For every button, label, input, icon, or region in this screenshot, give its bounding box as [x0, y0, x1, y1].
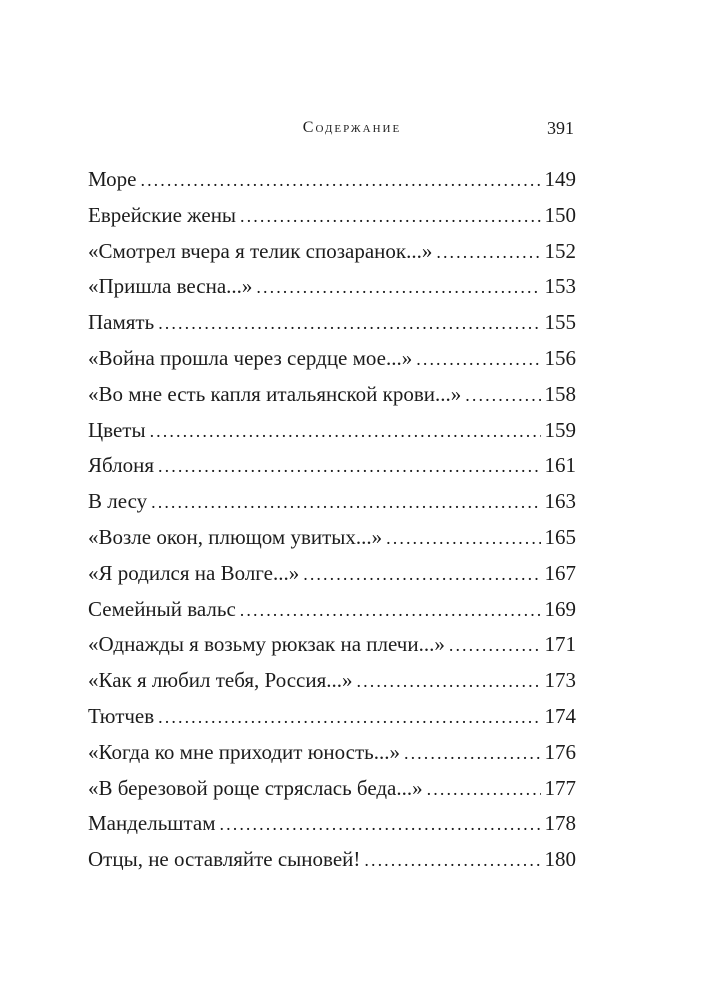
- toc-entry-page: 178: [544, 811, 576, 836]
- toc-leader-dots: [240, 199, 540, 234]
- table-of-contents: [88, 162, 576, 878]
- toc-leader-dots: [303, 557, 540, 592]
- toc-leader-dots: [240, 593, 541, 628]
- toc-entry: [88, 341, 576, 377]
- toc-leader-dots: [158, 306, 540, 341]
- toc-leader-dots: [158, 449, 540, 484]
- section-title: Содержание: [302, 119, 402, 136]
- toc-entry-title: Море: [88, 167, 137, 191]
- toc-entry-title: Тютчев: [88, 703, 155, 728]
- toc-entry: [88, 448, 576, 484]
- toc-entry-title: «В березовой роще стряслась беда...»: [88, 775, 423, 800]
- toc-entry-page: 176: [544, 739, 576, 764]
- toc-leader-dots: [150, 414, 541, 449]
- toc-entry-title: «Когда ко мне приходит юность...»: [88, 739, 400, 764]
- toc-entry-title: Яблоня: [88, 453, 155, 478]
- toc-leader-dots: [386, 521, 540, 556]
- toc-leader-dots: [436, 235, 540, 270]
- toc-entry-page: 163: [544, 489, 576, 514]
- toc-entry-page: 159: [544, 417, 576, 442]
- toc-entry-page: 180: [544, 847, 576, 872]
- toc-entry-title: «Война прошла через сердце мое...»: [88, 345, 413, 370]
- toc-entry-page: 158: [544, 381, 576, 406]
- toc-entry-page: 152: [544, 238, 576, 263]
- toc-leader-dots: [220, 807, 541, 842]
- toc-entry-title: «Однажды я возьму рюкзак на плечи...»: [88, 632, 445, 657]
- toc-leader-dots: [151, 485, 540, 520]
- toc-leader-dots: [416, 342, 540, 377]
- toc-leader-dots: [449, 628, 541, 663]
- toc-entry: [88, 627, 576, 663]
- toc-leader-dots: [140, 163, 540, 198]
- page-number: 391: [547, 118, 574, 138]
- toc-entry: [88, 735, 576, 771]
- toc-entry-title: Семейный вальс: [88, 596, 236, 621]
- toc-entry: [88, 663, 576, 699]
- toc-entry-page: 174: [544, 703, 576, 728]
- toc-entry-title: «Возле окон, плющом увитых...»: [88, 524, 383, 549]
- toc-entry-page: 173: [544, 668, 576, 693]
- toc-entry: [88, 520, 576, 556]
- toc-entry: [88, 377, 576, 413]
- toc-entry-title: Память: [88, 310, 155, 335]
- toc-entry-page: 156: [544, 345, 576, 370]
- toc-entry: [88, 234, 576, 270]
- toc-entry-title: Цветы: [88, 417, 146, 442]
- toc-entry-page: 155: [544, 310, 576, 335]
- toc-leader-dots: [364, 843, 540, 878]
- toc-entry: [88, 842, 576, 878]
- toc-entry-title: «Пришла весна...»: [88, 274, 253, 299]
- toc-entry: [88, 269, 576, 305]
- toc-entry-page: 161: [544, 453, 576, 478]
- toc-entry-title: Отцы, не оставляйте сыновей!: [88, 847, 361, 872]
- toc-leader-dots: [357, 664, 541, 699]
- toc-entry-title: «Как я любил тебя, Россия...»: [88, 668, 353, 693]
- toc-entry: [88, 806, 576, 842]
- toc-entry-page: 153: [544, 274, 576, 299]
- toc-leader-dots: [465, 378, 540, 413]
- toc-entry: [88, 699, 576, 735]
- toc-entry-title: «Во мне есть капля итальянской крови...»: [88, 381, 462, 406]
- toc-leader-dots: [158, 700, 540, 735]
- running-head: [88, 116, 576, 140]
- toc-entry-title: В лесу: [88, 489, 148, 514]
- toc-leader-dots: [404, 736, 541, 771]
- toc-entry-title: Еврейские жены: [88, 202, 237, 227]
- toc-entry: [88, 771, 576, 807]
- toc-entry: [88, 198, 576, 234]
- toc-entry: [88, 484, 576, 520]
- toc-entry-page: 169: [544, 596, 576, 621]
- toc-entry-page: 165: [544, 524, 576, 549]
- toc-entry-title: Мандельштам: [88, 811, 216, 836]
- toc-entry-title: «Смотрел вчера я телик спозаранок...»: [88, 238, 433, 263]
- toc-entry-page: 171: [544, 632, 576, 657]
- toc-leader-dots: [256, 270, 540, 305]
- toc-entry-title: «Я родился на Волге...»: [88, 560, 300, 585]
- toc-entry: [88, 413, 576, 449]
- toc-entry: [88, 305, 576, 341]
- toc-entry-page: 177: [544, 775, 576, 800]
- toc-entry: [88, 556, 576, 592]
- toc-entry-page: 150: [544, 202, 576, 227]
- toc-entry-page: 149: [544, 167, 576, 191]
- toc-leader-dots: [427, 772, 541, 807]
- toc-entry: [88, 592, 576, 628]
- toc-entry-page: 167: [544, 560, 576, 585]
- toc-entry: [88, 162, 576, 198]
